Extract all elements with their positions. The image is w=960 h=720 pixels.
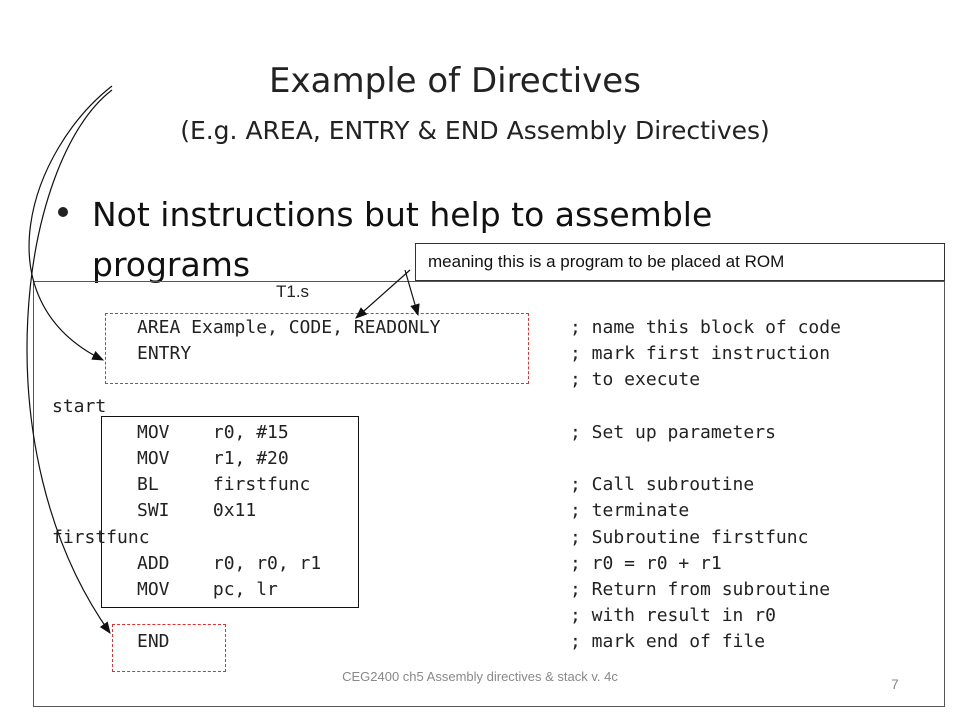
code-label: start [52,395,107,417]
code-instruction: MOV pc, lr [137,579,278,600]
code-comment: ; r0 = r0 + r1 [570,552,722,574]
code-comment: ; name this block of code [570,317,841,338]
code-comment: ; Set up parameters [570,421,776,443]
slide-subtitle: (E.g. AREA, ENTRY & END Assembly Directives) [180,116,770,145]
code-comment: ; with result in r0 [570,605,776,627]
code-instruction: MOV r0, #15 [137,421,289,443]
code-instruction: ADD r0, r0, r1 [137,552,322,574]
arrow-callout-to-area [356,270,410,318]
code-comment: ; to execute [570,369,701,391]
file-label: T1.s [276,282,310,301]
code-comment: ; mark end of file [570,631,766,653]
code-instruction: AREA Example, CODE, READONLY [137,317,441,338]
code-instruction: ENTRY [137,343,192,365]
code-comment: ; Subroutine firstfunc [570,526,809,548]
footer-text: CEG2400 ch5 Assembly directives & stack v. 4c [342,669,618,684]
page-number: 7 [891,676,899,692]
slide-title: Example of Directives [269,61,641,101]
code-comment: ; mark first instruction [570,343,831,365]
arrow-callout-to-readonly [405,270,418,315]
callout-box: meaning this is a program to be placed at ROM [415,243,945,281]
code-comment: ; terminate [570,500,690,522]
code-instruction: END [137,631,170,653]
code-instruction: MOV r1, #20 [137,448,289,469]
arrow-to-end-box [27,90,112,633]
code-instruction: SWI 0x11 [137,500,257,522]
code-instruction: BL firstfunc [137,474,311,496]
bullet-text: Not instructions but help to assemble programs [92,195,713,284]
code-comment: ; Return from subroutine [570,579,831,600]
code-label: firstfunc [52,526,150,548]
code-comment: ; Call subroutine [570,474,755,496]
